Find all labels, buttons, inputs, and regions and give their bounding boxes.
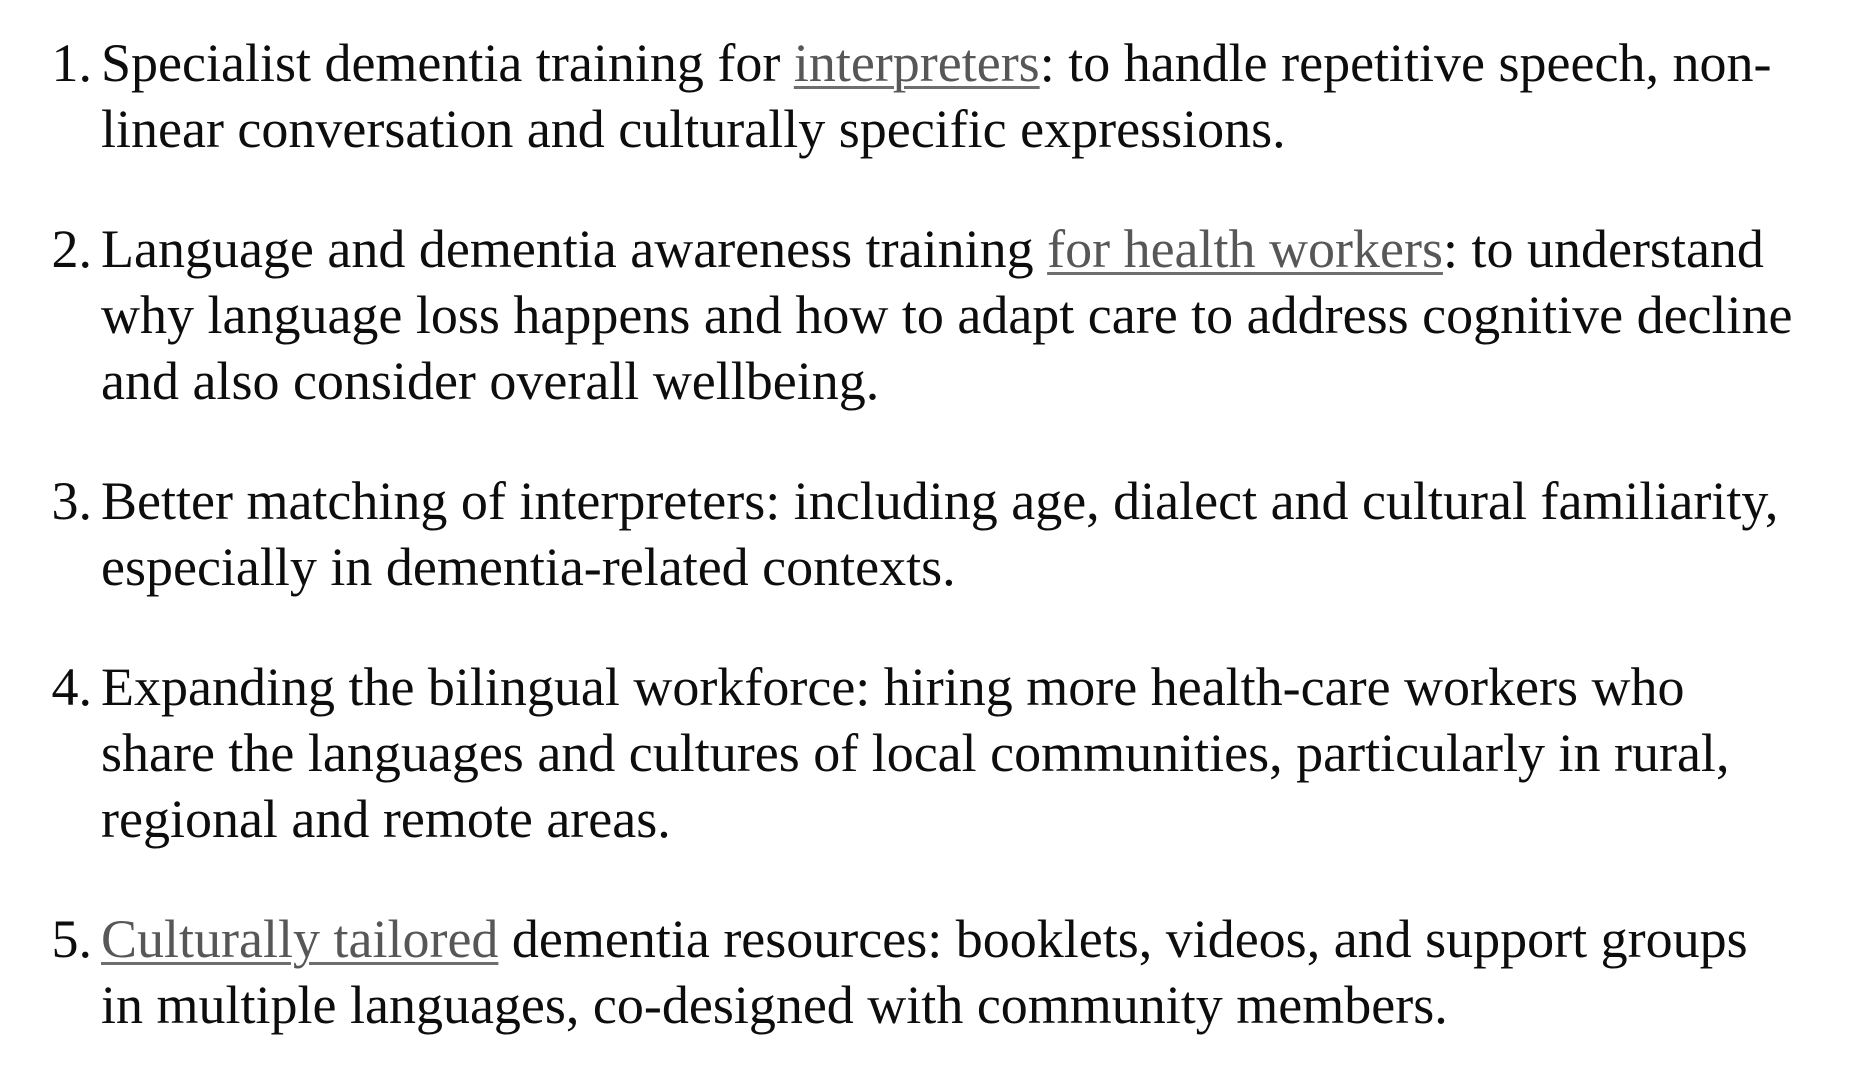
list-item-number: 2.: [51, 219, 92, 279]
list-item-number: 1.: [51, 33, 92, 93]
list-item-text: [101, 657, 1729, 849]
list-item-text: [101, 471, 1778, 597]
list-item-text: [101, 219, 1792, 411]
text-run: Expanding the bilingual workforce: hiring more health-care workers who share the languages and cultures of local communities, particularly in rural, regional and remote areas.: [101, 657, 1730, 849]
text-run: Better matching of interpreters: including age, dialect and cultural familiarity, especially in dementia-related contexts.: [101, 471, 1779, 597]
text-run: Specialist dementia training for: [101, 33, 794, 93]
list-item: [51, 30, 1801, 162]
list-item-text: [101, 33, 1771, 159]
text-run: Language and dementia awareness training: [101, 219, 1048, 279]
list-item: [51, 216, 1801, 414]
list-item: [51, 654, 1801, 852]
list-item: [51, 468, 1801, 600]
list-item-number: 5.: [51, 909, 92, 969]
list-item-number: 4.: [51, 657, 92, 717]
list-item-text: [101, 909, 1748, 1035]
text-run: dementia resources: booklets, videos, and support groups in multiple languages, co-designed with community members.: [101, 909, 1748, 1035]
for-health-workers-link[interactable]: for health workers: [1047, 219, 1443, 279]
list-item-number: 3.: [51, 471, 92, 531]
list-item: [51, 906, 1801, 1038]
text-run: : to understand why language loss happens and how to adapt care to address cognitive decline and also consider overall wellbeing.: [101, 219, 1793, 411]
text-run: : to handle repetitive speech, non-linear conversation and culturally specific expressions.: [101, 33, 1772, 159]
culturally-tailored-link[interactable]: Culturally tailored: [101, 909, 499, 969]
interpreters-link[interactable]: interpreters: [793, 33, 1040, 93]
